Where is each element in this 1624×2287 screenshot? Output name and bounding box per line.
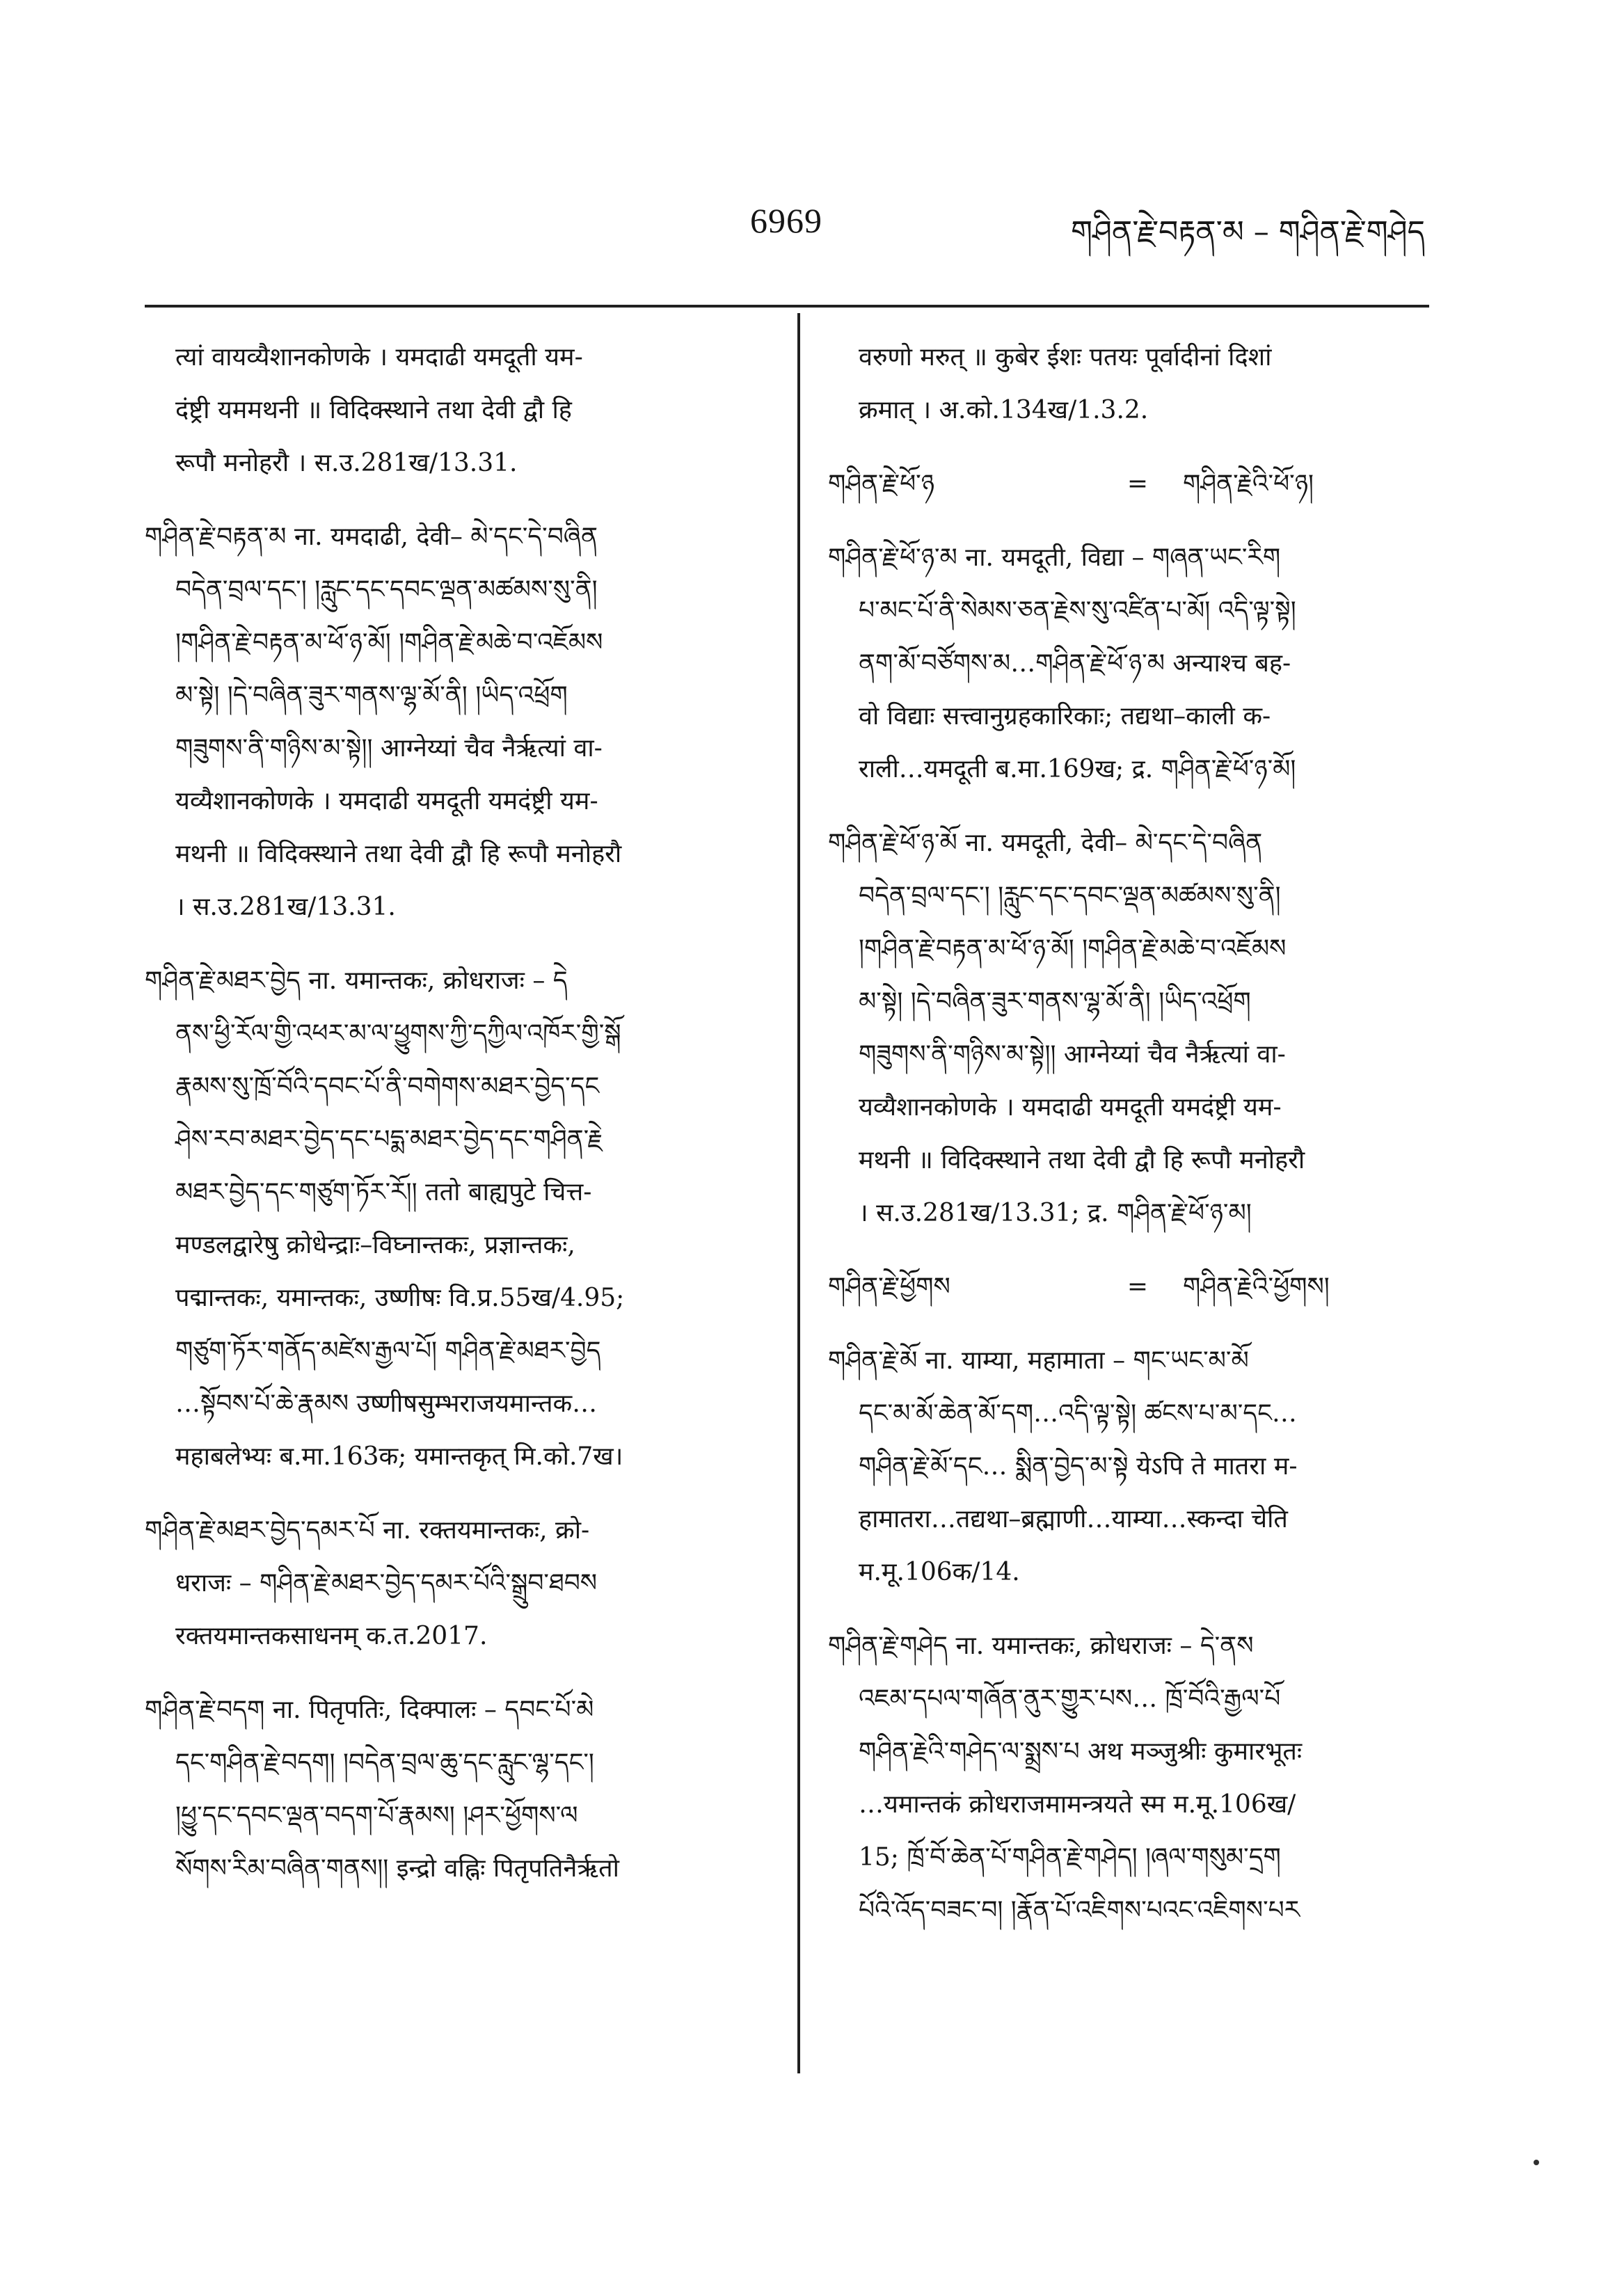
entry-line: ནས་ཕྱི་རོལ་གྱི་འཕར་མ་ལ་ཕྱུགས་ཀྱི་དཀྱིལ་འཁོར་གྱི་སྒོ — [175, 1019, 621, 1048]
page-number: 6969 — [750, 201, 822, 240]
entry-line: । स.उ.281ख/13.31. — [175, 893, 396, 921]
cross-reference — [828, 458, 1426, 511]
entry-line: མཐར་བྱེད་དང་གཙུག་ཏོར་རོ།། ततो बाह्यपुटे चित्त- — [175, 1178, 592, 1206]
entry-line: क्रमात् । अ.को.134ख/1.3.2. — [859, 396, 1149, 424]
entry-line: །གཤིན་རྗེ་བརྟན་མ་ཕོ་ཉ་མོ། །གཤིན་རྗེ་མཆེ་བ་འཇོམས — [175, 628, 603, 657]
entry-line: དང་མ་མོ་ཆེན་མོ་དག…འདི་ལྟ་སྟེ། ཚངས་པ་མ་དང… — [859, 1399, 1297, 1428]
xref-target: གཤིན་རྗེའི་ཕོ་ཉ། — [1183, 470, 1314, 498]
entry-headword-line: གཤིན་རྗེ་བརྟན་མ ना. यमदाढी, देवी– མེ་དང་དེ་བཞིན — [145, 523, 598, 551]
xref-headword: གཤིན་རྗེ་ཕོ་ཉ — [828, 470, 934, 498]
entry-line: འཇམ་དཔལ་གཞོན་ནུར་གྱུར་པས… ཁྲོ་བོའི་རྒྱལ་པོ — [859, 1684, 1281, 1713]
entry-line: रक्तयमान्तकसाधनम् क.त.2017. — [175, 1622, 488, 1650]
entry-line: म.मू.106क/14. — [859, 1558, 1020, 1586]
entry-line: मथनी ॥ विदिक्स्थाने तथा देवी द्वौ हि रूपौ मनोहरौ — [175, 840, 622, 868]
entry-line: दंष्ट्री यममथनी ॥ विदिक्स्थाने तथा देवी द्वौ हि — [175, 396, 572, 424]
entry-line: मण्डलद्वारेषु क्रोधेन्द्राः–विघ्नान्तकः, प्रज्ञान्तकः, — [175, 1231, 575, 1259]
entry-headword-line: གཤིན་རྗེ་མཐར་བྱེད ना. यमान्तकः, क्रोधराजः – དེ — [145, 966, 568, 995]
equals-sign: = — [1127, 1273, 1149, 1301]
dictionary-entry — [145, 1684, 771, 1895]
dictionary-entry — [145, 1504, 771, 1663]
entry-line: བདེན་བྲལ་དང་། །རླུང་དང་དབང་ལྡན་མཚམས་སུ་ནི། — [175, 575, 598, 604]
entry-line: གཤིན་རྗེའི་གཤེད་ལ་སྨྲས་པ अथ मञ्जुश्रीः कुमारभूतः — [859, 1737, 1303, 1766]
dictionary-entry — [145, 331, 771, 490]
entry-line: वो विद्याः सत्त्वानुग्रहकारिकाः; तद्यथा–काली क- — [859, 702, 1271, 731]
entry-line: । स.उ.281ख/13.31; द्र. གཤིན་རྗེ་ཕོ་ཉ་མ། — [859, 1199, 1252, 1227]
entry-line: གཤིན་རྗེ་མོ་དང… སྨིན་བྱེད་མ་སྟེ येऽपि ते मातरा म- — [859, 1452, 1298, 1481]
equals-sign: = — [1127, 470, 1149, 498]
entry-line: པ་མང་པོ་ནི་སེམས་ཅན་རྗེས་སུ་འཛིན་པ་མོ། འདི་ལྟ་སྟེ། — [859, 596, 1296, 625]
top-rule — [145, 305, 1429, 308]
right-column — [828, 331, 1426, 1958]
dictionary-entry — [145, 955, 771, 1483]
entry-line: པོའི་འོད་བཟང་བ། །རྣོན་པོ་འཇིགས་པའང་འཇིགས་པར — [859, 1896, 1300, 1925]
entry-line: རྣམས་སུ་ཁྲོ་བོའི་དབང་པོ་ནི་བགེགས་མཐར་བྱེད་དང — [175, 1072, 600, 1101]
entry-line: …སྟོབས་པོ་ཆེ་རྣམས उष्णीषसुम्भराजयमान्तक… — [175, 1389, 598, 1418]
entry-line: वरुणो मरुत् ॥ कुबेर ईशः पतयः पूर्वादीनां दिशां — [859, 343, 1272, 372]
entry-line: …यमान्तकं क्रोधराजमामन्त्रयते स्म म.मू.106ख/ — [859, 1790, 1296, 1819]
entry-line: དང་གཤིན་རྗེ་བདག། །བདེན་བྲལ་ཆུ་དང་རླུང་ལྷ་དང་། — [175, 1748, 594, 1777]
running-head: གཤིན་རྗེ་བརྟན་མ – གཤིན་རྗེ་གཤེད — [1071, 214, 1425, 250]
dictionary-entry — [828, 817, 1426, 1240]
entry-headword-line: གཤིན་རྗེ་གཤེད ना. यमान्तकः, क्रोधराजः – དེ་ནས — [828, 1632, 1254, 1660]
entry-line: །ཕྱུ་དང་དབང་ལྡན་བདག་པོ་རྣམས། །ཤར་ཕྱོགས་ལ — [175, 1801, 578, 1830]
entry-line: སོགས་རིམ་བཞིན་གནས།། इन्द्रो वह्निः पितृपतिनैर्ऋतो — [175, 1854, 619, 1883]
entry-headword-line: གཤིན་རྗེ་མོ ना. याम्या, महामाता – གང་ཡང་མ་མོ — [828, 1346, 1249, 1375]
entry-line: हामातरा…तद्यथा–ब्रह्माणी…याम्या…स्कन्दा चेति — [859, 1505, 1288, 1533]
page-speck — [1534, 2160, 1539, 2165]
entry-line: महाबलेभ्यः ब.मा.163क; यमान्तकृत् मि.को.7ख। — [175, 1442, 623, 1471]
entry-line: མ་སྟེ། །དེ་བཞིན་ཟུར་གནས་ལྷ་མོ་ནི། །ཡིད་འཕྲོག — [175, 681, 568, 710]
entry-line: राली…यमदूती ब.मा.169ख; द्र. གཤིན་རྗེ་ཕོ་ཉ་མོ། — [859, 755, 1296, 783]
entry-headword-line: གཤིན་རྗེ་ཕོ་ཉ་མ ना. यमदूती, विद्या – གཞན་ཡང་རིག — [828, 543, 1281, 572]
left-column — [145, 331, 771, 1916]
entry-line: मथनी ॥ विदिक्स्थाने तथा देवी द्वौ हि रूपौ मनोहरौ — [859, 1146, 1305, 1174]
entry-line: धराजः – གཤིན་རྗེ་མཐར་བྱེད་དམར་པོའི་སྒྲུབ་ཐབས — [175, 1569, 598, 1597]
entry-headword-line: གཤིན་རྗེ་མཐར་བྱེད་དམར་པོ ना. रक्तयमान्तकः, क्रो- — [145, 1516, 590, 1545]
entry-line: पद्मान्तकः, यमान्तकः, उष्णीषः वि.प्र.55ख/4.95; — [175, 1284, 625, 1312]
dictionary-entry — [828, 1334, 1426, 1599]
entry-headword-line: གཤིན་རྗེ་བདག ना. पितृपतिः, दिक्पालः – དབང་པོ་མེ — [145, 1696, 594, 1724]
entry-line: ཤེས་རབ་མཐར་བྱེད་དང་པདྨ་མཐར་བྱེད་དང་གཤིན་རྗེ — [175, 1125, 603, 1154]
xref-target: གཤིན་རྗེའི་ཕྱོགས། — [1183, 1273, 1330, 1301]
dictionary-entry — [145, 511, 771, 934]
cross-reference — [828, 1261, 1426, 1314]
xref-headword: གཤིན་རྗེ་ཕྱོགས — [828, 1273, 950, 1301]
entry-line: 15; ཁྲོ་བོ་ཆེན་པོ་གཤིན་རྗེ་གཤེད། །ཞལ་གསུམ་དྲག — [859, 1843, 1281, 1872]
dictionary-entry — [828, 532, 1426, 796]
entry-line: གཙུག་ཏོར་གནོད་མཛེས་རྒྱལ་པོ། གཤིན་རྗེ་མཐར་བྱེད — [175, 1337, 601, 1365]
entry-line: གཟུགས་ནི་གཉིས་མ་སྟེ།། आग्नेय्यां चैव नैर्ऋत्यां वा- — [175, 734, 603, 763]
entry-line: །གཤིན་རྗེ་བརྟན་མ་ཕོ་ཉ་མོ། །གཤིན་རྗེ་མཆེ་བ་འཇོམས — [859, 934, 1287, 963]
column-divider — [797, 313, 800, 2073]
dictionary-entry — [828, 1620, 1426, 1937]
entry-line: रूपौ मनोहरौ । स.उ.281ख/13.31. — [175, 449, 518, 477]
entry-line: གཟུགས་ནི་གཉིས་མ་སྟེ།། आग्नेय्यां चैव नैर्ऋत्यां वा- — [859, 1040, 1286, 1069]
entry-line: བདེན་བྲལ་དང་། །རླུང་དང་དབང་ལྡན་མཚམས་སུ་ནི། — [859, 882, 1281, 910]
entry-line: ནག་མོ་བཙོགས་མ…གཤིན་རྗེ་ཕོ་ཉ་མ अन्याश्च बह- — [859, 649, 1291, 678]
entry-line: མ་སྟེ། །དེ་བཞིན་ཟུར་གནས་ལྷ་མོ་ནི། །ཡིད་འཕྲོག — [859, 987, 1251, 1016]
entry-line: यव्यैशानकोणके । यमदाढी यमदूती यमदंष्ट्री यम- — [859, 1093, 1282, 1122]
entry-line: त्यां वायव्यैशानकोणके । यमदाढी यमदूती यम- — [175, 343, 583, 372]
entry-headword-line: གཤིན་རྗེ་ཕོ་ཉ་མོ ना. यमदूती, देवी– མེ་དང་དེ་བཞིན — [828, 829, 1263, 857]
dictionary-entry — [828, 331, 1426, 437]
entry-line: यव्यैशानकोणके । यमदाढी यमदूती यमदंष्ट्री यम- — [175, 787, 598, 815]
